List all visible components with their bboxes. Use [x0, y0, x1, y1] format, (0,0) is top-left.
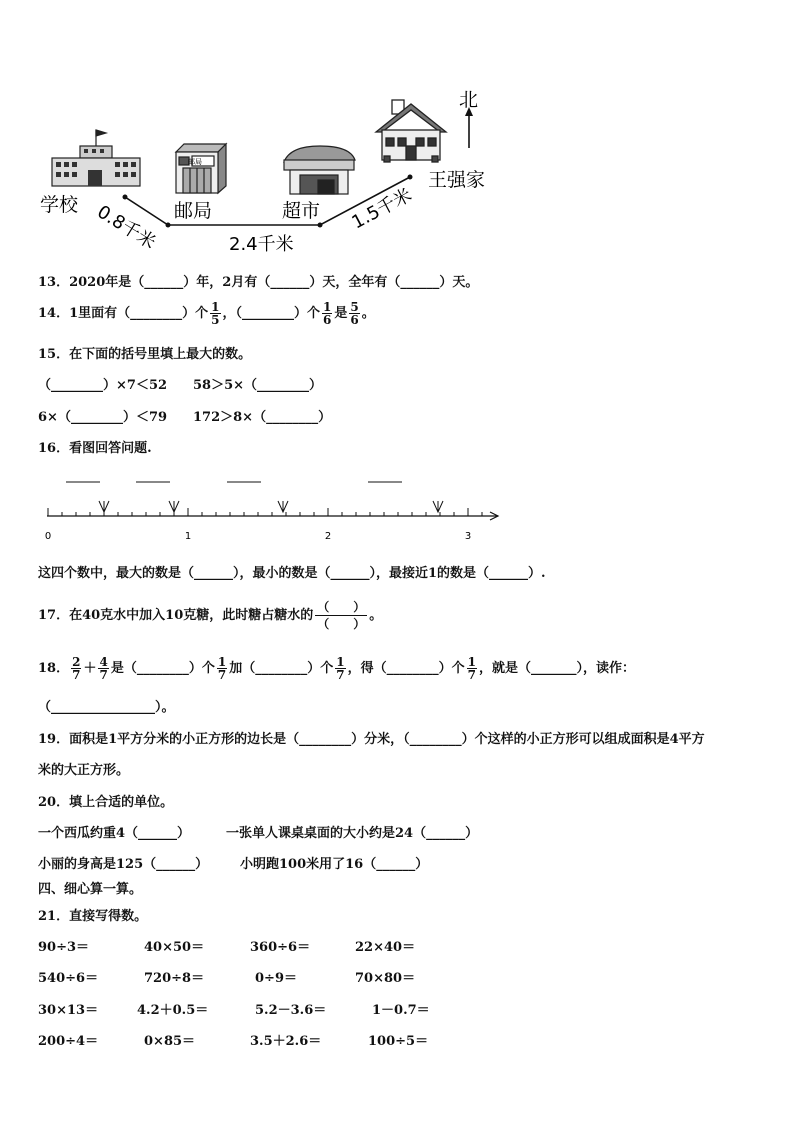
question-18-line2: （________________）。 — [38, 700, 175, 715]
q18-text-3: 加（________）个 — [229, 661, 334, 676]
q14-text-4: 。 — [361, 306, 375, 321]
question-20-d: 小明跑100米用了16（______） — [240, 857, 429, 872]
q18-number: 18． — [38, 661, 70, 676]
question-20-title: 20．填上合适的单位。 — [38, 795, 174, 810]
calc-1-2: 0÷9＝ — [255, 971, 297, 986]
number-line — [0, 470, 520, 545]
home-house-icon — [376, 100, 446, 162]
number-line-markers — [99, 501, 443, 512]
q18-text-2: 是（________）个 — [110, 661, 215, 676]
q18-text-4: ，得（________）个 — [347, 661, 465, 676]
question-17 — [38, 594, 382, 638]
section-4-title: 四、细心算一算。 — [38, 882, 143, 897]
question-15-d: 172＞8×（________） — [193, 410, 332, 425]
q17-fraction: $\frac{( )}{( )}$ — [317, 600, 366, 631]
calc-2-1: 4.2＋0.5＝ — [137, 1003, 209, 1018]
q17-text-1: 17．在40克水中加入10克糖，此时糖占糖水的 — [38, 608, 314, 623]
question-15-b: 58＞5×（________） — [193, 378, 323, 393]
question-13: 13．2020年是（______）年，2月有（______）天，全年有（______）天。 — [38, 275, 479, 290]
tick-label-3: 3 — [464, 531, 472, 542]
tick-label-1: 1 — [184, 531, 192, 542]
tick-label-2: 2 — [324, 531, 332, 542]
question-15-c: 6×（________）＜79 — [38, 410, 168, 425]
route-map — [0, 0, 794, 270]
calc-1-0: 540÷6＝ — [38, 971, 99, 986]
q14-text-2: ，（________）个 — [222, 306, 321, 321]
question-19-line1: 19．面积是1平方分米的小正方形的边长是（________）分米，（________）个这样的小正方形可以组成面积是4平方 — [38, 732, 705, 747]
distance-market-home: 1.5千米 — [348, 184, 416, 234]
q17-text-2: 。 — [369, 608, 383, 623]
q18-unit-fraction-3: $\frac{1}{7}$ — [467, 655, 476, 682]
distance-school-post: 0.8千米 — [93, 201, 160, 254]
q14-text-3: 是 — [334, 306, 348, 321]
map-label-home: 王强家 — [428, 169, 486, 191]
route-point-post — [166, 223, 171, 228]
calc-0-2: 360÷6＝ — [250, 940, 311, 955]
calc-2-0: 30×13＝ — [38, 1003, 99, 1018]
calc-2-3: 1－0.7＝ — [372, 1003, 430, 1018]
calc-3-1: 0×85＝ — [144, 1034, 196, 1049]
north-arrow-icon — [465, 107, 473, 148]
q18-unit-fraction-1: $\frac{1}{7}$ — [217, 655, 227, 682]
calc-2-2: 5.2－3.6＝ — [255, 1003, 327, 1018]
q18-text-5: ，就是（_______），读作： — [478, 661, 635, 676]
calc-0-1: 40×50＝ — [144, 940, 205, 955]
q14-text-1: 14．1里面有（________）个 — [38, 306, 209, 321]
map-label-school: 学校 — [40, 194, 79, 216]
distance-post-market: 2.4千米 — [229, 234, 294, 255]
tick-label-0: 0 — [44, 531, 52, 542]
question-15-a: （________）×7＜52 — [38, 378, 168, 393]
calc-0-0: 90÷3＝ — [38, 940, 90, 955]
q14-fraction-1: $\frac{1}{5}$ — [211, 300, 220, 327]
q14-fraction-2: $\frac{1}{6}$ — [323, 300, 332, 327]
question-20-b: 一张单人课桌桌面的大小约是24（______） — [226, 826, 479, 841]
question-15-title: 15．在下面的括号里填上最大的数。 — [38, 347, 252, 362]
question-16-title: 16．看图回答问题. — [38, 441, 152, 456]
q18-plus: ＋ — [83, 661, 97, 676]
q18-fraction-a: $\frac{2}{7}$ — [72, 655, 81, 682]
map-label-post: 邮局 — [174, 200, 213, 222]
number-line-ticks — [48, 508, 482, 516]
school-building-icon — [52, 130, 140, 186]
q18-fraction-b: $\frac{4}{7}$ — [99, 655, 108, 682]
post-office-icon — [176, 144, 226, 193]
calc-3-3: 100÷5＝ — [368, 1034, 429, 1049]
map-label-market: 超市 — [282, 200, 321, 222]
calc-1-1: 720÷8＝ — [144, 971, 205, 986]
route-point-school — [123, 195, 128, 200]
question-14 — [38, 297, 375, 331]
question-19-line2: 米的大正方形。 — [38, 763, 130, 778]
post-office-sign: 邮局 — [188, 158, 202, 166]
q14-fraction-3: $\frac{5}{6}$ — [350, 300, 359, 327]
north-label: 北 — [459, 89, 479, 111]
calc-0-3: 22×40＝ — [355, 940, 416, 955]
question-21-title: 21．直接写得数。 — [38, 909, 148, 924]
calc-1-3: 70×80＝ — [355, 971, 416, 986]
calc-3-0: 200÷4＝ — [38, 1034, 99, 1049]
route-point-market — [318, 223, 323, 228]
question-16-answer: 这四个数中，最大的数是（______），最小的数是（______），最接近1的数是（______）. — [38, 566, 546, 581]
question-20-a: 一个西瓜约重4（______） — [38, 826, 191, 841]
supermarket-icon — [284, 146, 355, 194]
question-20-c: 小丽的身高是125（______） — [38, 857, 209, 872]
q18-unit-fraction-2: $\frac{1}{7}$ — [336, 655, 345, 682]
route-point-home — [408, 175, 413, 180]
question-18 — [38, 652, 635, 686]
calc-3-2: 3.5＋2.6＝ — [250, 1034, 322, 1049]
